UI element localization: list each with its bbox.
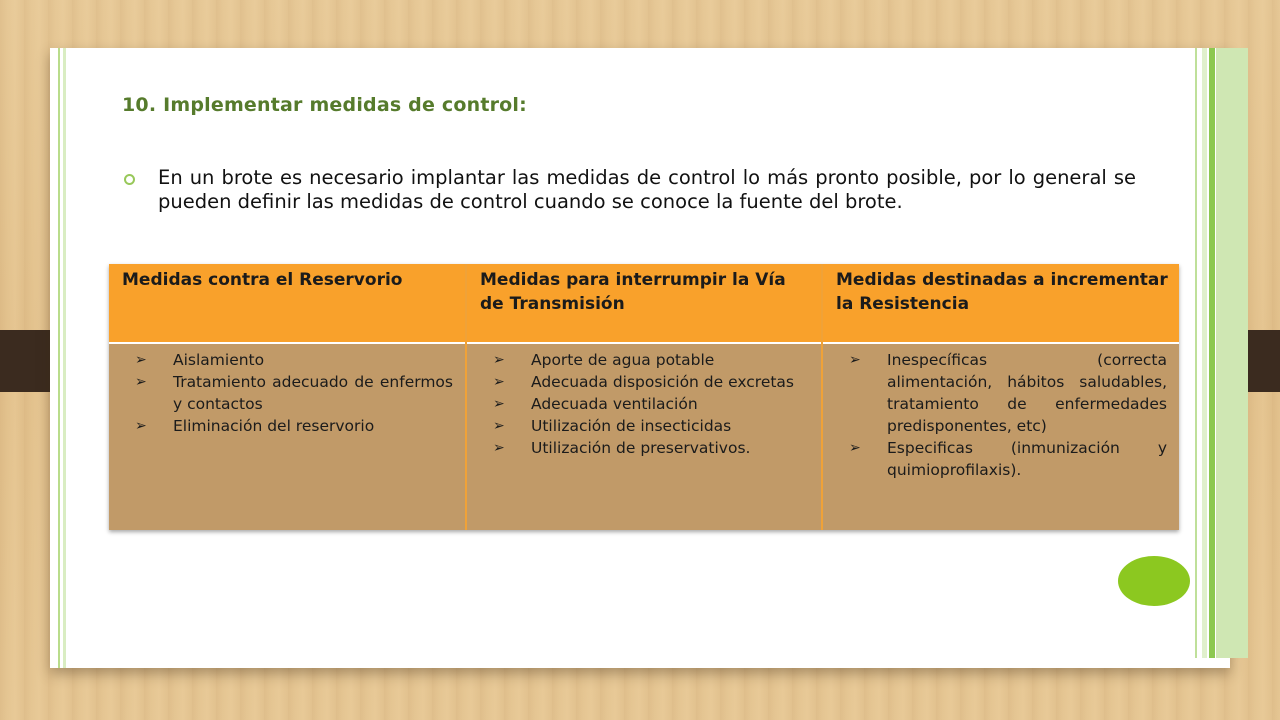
list-item: ➢ Aporte de agua potable: [493, 351, 715, 369]
arrow-bullet-icon: ➢: [493, 418, 505, 434]
table-column-transmision: [467, 264, 823, 530]
table-header: Medidas destinadas a incrementar la Resistencia: [823, 264, 1179, 344]
left-border-line: [63, 48, 66, 668]
table-cell: [823, 344, 1179, 530]
control-measures-table: [109, 264, 1179, 530]
arrow-bullet-icon: ➢: [849, 440, 861, 456]
list-item: ➢ Utilización de insecticidas: [493, 417, 732, 435]
table-cell: [109, 344, 465, 530]
list-item: ➢ Eliminación del reservorio: [135, 417, 375, 435]
table-header: Medidas para interrumpir la Vía de Transmisión: [467, 264, 821, 344]
arrow-bullet-icon: ➢: [135, 418, 147, 434]
background-band-right: [1244, 330, 1280, 392]
background-band-left: [0, 330, 56, 392]
list-item: ➢ Adecuada ventilación: [493, 395, 698, 413]
table-column-resistencia: [823, 264, 1179, 530]
arrow-bullet-icon: ➢: [849, 352, 861, 368]
left-border-line: [58, 48, 60, 668]
arrow-bullet-icon: ➢: [493, 396, 505, 412]
arrow-bullet-icon: ➢: [135, 352, 147, 368]
ring-bullet-icon: [124, 174, 135, 185]
list-item: ➢ Adecuada disposición de excretas: [493, 373, 795, 391]
list-item: ➢ Aislamiento: [135, 351, 265, 369]
list-item: ➢ Utilización de preservativos.: [493, 439, 751, 457]
arrow-bullet-icon: ➢: [493, 352, 505, 368]
right-border-stripes: [1195, 48, 1248, 658]
list-item: ➢ Tratamiento adecuado de enfermos y contactos: [135, 373, 453, 413]
table-header: Medidas contra el Reservorio: [109, 264, 465, 344]
table-column-reservorio: [109, 264, 467, 530]
slide-title: 10. Implementar medidas de control:: [122, 94, 527, 116]
table-cell: [467, 344, 821, 530]
list-item: ➢ Especificas (inmunización y quimioprofilaxis).: [849, 439, 1167, 479]
arrow-bullet-icon: ➢: [493, 440, 505, 456]
list-item: ➢ Inespecíficas (correcta alimentación, hábitos saludables, tratamiento de enfermedades predisponentes, etc): [849, 351, 1167, 435]
slide: [50, 48, 1230, 668]
arrow-bullet-icon: ➢: [493, 374, 505, 390]
green-circle-icon: [1118, 556, 1190, 606]
arrow-bullet-icon: ➢: [135, 374, 147, 390]
intro-paragraph: En un brote es necesario implantar las medidas de control lo más pronto posible, por lo general se pueden definir las medidas de control cuando se conoce la fuente del brote.: [158, 166, 1136, 213]
